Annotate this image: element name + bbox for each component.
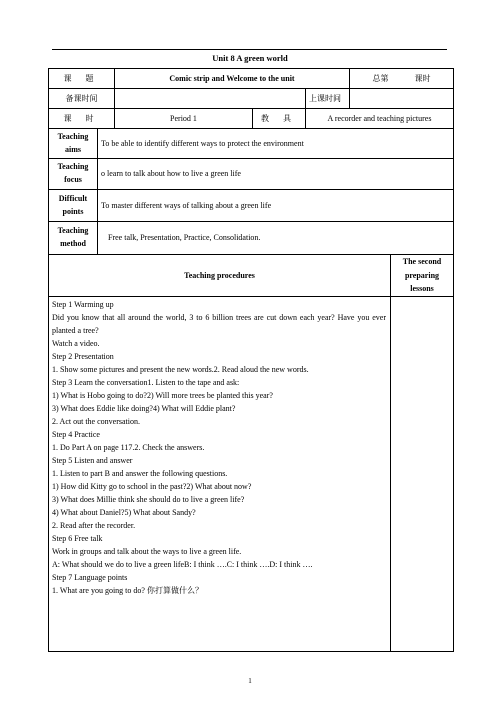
table-row — [49, 296, 454, 651]
step-line: 3) What does Millie think she should do to live a green life? — [52, 494, 245, 504]
aids-label: 教 具 — [253, 109, 306, 129]
lesson-info-table — [48, 68, 454, 129]
step-line: 1. Do Part A on page 117.2. Check the answers. — [52, 442, 205, 452]
total-label-2: 课时 — [414, 73, 431, 83]
second-heading-1: The second — [402, 257, 442, 266]
difficult-label — [49, 190, 98, 222]
step-line: Step 3 Learn the conversation1. Listen to the tape and ask: — [52, 377, 240, 387]
step-line: Step 1 Warming up — [52, 299, 114, 309]
table-row — [49, 109, 454, 129]
step-line: 1. What are you going to do? 你打算做什么？ — [52, 585, 203, 595]
table-row — [49, 255, 454, 297]
step-line: Watch a video. — [52, 338, 100, 348]
aids-value: A recorder and teaching pictures — [306, 109, 454, 129]
method-label-2: method — [60, 239, 86, 248]
procedures-heading: Teaching procedures — [49, 255, 391, 297]
aims-value: To be able to identify different ways to protect the environment — [98, 129, 454, 159]
page-number: 1 — [248, 677, 252, 685]
second-preparing-heading — [391, 255, 454, 297]
topic-value: Comic strip and Welcome to the unit — [115, 69, 350, 89]
topic-label: 课 题 — [49, 69, 115, 89]
header-rule — [52, 49, 447, 50]
procedure-steps — [49, 296, 391, 651]
focus-label-1: Teaching — [57, 162, 89, 172]
step-line: 1. Listen to part B and answer the following questions. — [52, 468, 228, 478]
step-line: Work in groups and talk about the ways to live a green life. — [52, 546, 242, 556]
method-label — [49, 222, 98, 255]
method-label-1: Teaching — [57, 226, 89, 236]
period-value: Period 1 — [115, 109, 253, 129]
table-row — [49, 159, 454, 190]
second-heading-2: preparing — [404, 270, 440, 280]
step-line: 4) What about Daniel?5) What about Sandy? — [52, 507, 196, 517]
prep-time-label: 备课时间 — [49, 89, 115, 109]
step-line: 2. Read after the recorder. — [52, 520, 136, 530]
second-heading-3: lessons — [410, 284, 434, 294]
difficult-label-2: points — [62, 206, 84, 216]
table-row — [49, 89, 454, 109]
difficult-value: To master different ways of talking about a green life — [98, 190, 454, 222]
class-time-label: 上课时间 — [306, 89, 350, 109]
second-preparing-notes — [391, 296, 454, 651]
class-time-value — [350, 89, 454, 109]
focus-label-2: focus — [64, 175, 82, 184]
focus-value: o learn to talk about how to live a green life — [98, 159, 454, 190]
table-row — [49, 129, 454, 159]
step-line: Step 7 Language points — [52, 572, 128, 582]
prep-time-value — [115, 89, 306, 109]
table-row — [49, 222, 454, 255]
method-value: Free talk, Presentation, Practice, Consolidation. — [98, 222, 454, 255]
aims-label-1: Teaching — [57, 131, 89, 141]
aims-label — [49, 129, 98, 159]
table-row — [49, 190, 454, 222]
step-line: Step 2 Presentation — [52, 351, 114, 361]
total-period-cell — [350, 69, 454, 89]
step-line: 3) What does Eddie like doing?4) What will Eddie plant? — [52, 403, 236, 413]
step-line: 2. Act out the conversation. — [52, 416, 140, 426]
focus-label — [49, 159, 98, 190]
total-label-1: 总第 — [372, 73, 389, 83]
difficult-label-1: Difficult — [58, 193, 88, 203]
step-line: 1) What is Hobo going to do?2) Will more trees be planted this year? — [52, 390, 273, 400]
aims-table — [48, 128, 454, 255]
step-line: Step 4 Practice — [52, 429, 100, 439]
page-title: Unit 8 A green world — [212, 53, 288, 63]
aims-label-2: aims — [65, 144, 81, 154]
step-line: Step 5 Listen and answer — [52, 455, 133, 465]
step-line: 1) How did Kitty go to school in the past?2) What about now? — [52, 481, 252, 491]
step-line: A: What should we do to live a green lifeB: I think ….C: I think ….D: I think …. — [52, 559, 313, 569]
step-line: Step 6 Free talk — [52, 533, 103, 543]
step-line: 1. Show some pictures and present the new words.2. Read aloud the new words. — [52, 364, 309, 374]
table-row — [49, 69, 454, 89]
procedures-table — [48, 254, 454, 652]
period-label: 课 时 — [49, 109, 115, 129]
step-line: Did you know that all around the world, 3 to 6 billion trees are cut down each year? Have you ever planted a tree? — [52, 312, 386, 335]
